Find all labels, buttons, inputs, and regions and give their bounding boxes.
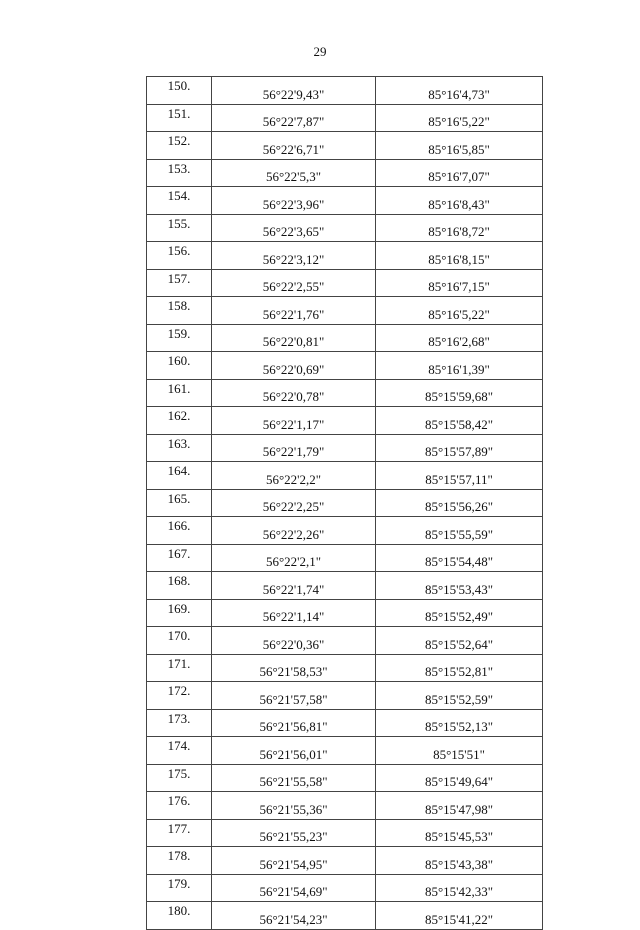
longitude-cell: 85°16'8,15" [376,242,543,270]
longitude-cell: 85°15'52,49" [376,599,543,627]
table-row [147,874,543,902]
point-number-cell: 173. [147,709,212,737]
table-row [147,434,543,462]
latitude-cell: 56°21'55,36" [212,792,376,820]
point-number-cell: 158. [147,297,212,325]
point-number-cell: 154. [147,187,212,215]
longitude-cell: 85°15'54,48" [376,544,543,572]
latitude-cell: 56°22'1,79" [212,434,376,462]
table-row [147,819,543,847]
point-number-cell: 176. [147,792,212,820]
point-number-cell: 168. [147,572,212,600]
table-row [147,544,543,572]
point-number-cell: 159. [147,324,212,352]
point-number-cell: 180. [147,902,212,930]
point-number-cell: 165. [147,489,212,517]
point-number-cell: 156. [147,242,212,270]
table-row [147,462,543,490]
latitude-cell: 56°22'1,74" [212,572,376,600]
latitude-cell: 56°22'2,2" [212,462,376,490]
latitude-cell: 56°22'1,76" [212,297,376,325]
point-number-cell: 164. [147,462,212,490]
table-row [147,159,543,187]
point-number-cell: 160. [147,352,212,380]
point-number-cell: 170. [147,627,212,655]
table-row [147,77,543,105]
longitude-cell: 85°15'52,13" [376,709,543,737]
point-number-cell: 161. [147,379,212,407]
latitude-cell: 56°22'3,12" [212,242,376,270]
latitude-cell: 56°21'54,95" [212,847,376,875]
longitude-cell: 85°15'59,68" [376,379,543,407]
latitude-cell: 56°22'3,96" [212,187,376,215]
latitude-cell: 56°22'6,71" [212,132,376,160]
longitude-cell: 85°16'8,72" [376,214,543,242]
table-row [147,297,543,325]
point-number-cell: 162. [147,407,212,435]
latitude-cell: 56°22'0,69" [212,352,376,380]
latitude-cell: 56°21'56,81" [212,709,376,737]
point-number-cell: 172. [147,682,212,710]
table-row [147,737,543,765]
table-row [147,902,543,930]
table-row [147,489,543,517]
longitude-cell: 85°16'7,07" [376,159,543,187]
latitude-cell: 56°22'9,43" [212,77,376,105]
table-row [147,682,543,710]
table-row [147,764,543,792]
longitude-cell: 85°16'5,85" [376,132,543,160]
point-number-cell: 155. [147,214,212,242]
coordinates-table [146,76,543,930]
point-number-cell: 166. [147,517,212,545]
longitude-cell: 85°15'42,33" [376,874,543,902]
point-number-cell: 151. [147,104,212,132]
table-row [147,599,543,627]
point-number-cell: 175. [147,764,212,792]
table-row [147,654,543,682]
latitude-cell: 56°22'3,65" [212,214,376,242]
latitude-cell: 56°22'2,1" [212,544,376,572]
table-row [147,517,543,545]
longitude-cell: 85°15'52,81" [376,654,543,682]
longitude-cell: 85°15'56,26" [376,489,543,517]
longitude-cell: 85°15'41,22" [376,902,543,930]
point-number-cell: 178. [147,847,212,875]
longitude-cell: 85°15'57,11" [376,462,543,490]
longitude-cell: 85°15'45,53" [376,819,543,847]
latitude-cell: 56°22'0,78" [212,379,376,407]
point-number-cell: 167. [147,544,212,572]
point-number-cell: 169. [147,599,212,627]
longitude-cell: 85°16'5,22" [376,104,543,132]
table-row [147,379,543,407]
latitude-cell: 56°21'54,69" [212,874,376,902]
table-row [147,187,543,215]
longitude-cell: 85°15'52,64" [376,627,543,655]
longitude-cell: 85°16'8,43" [376,187,543,215]
point-number-cell: 179. [147,874,212,902]
latitude-cell: 56°22'1,17" [212,407,376,435]
point-number-cell: 177. [147,819,212,847]
point-number-cell: 152. [147,132,212,160]
latitude-cell: 56°21'57,58" [212,682,376,710]
table-row [147,352,543,380]
point-number-cell: 153. [147,159,212,187]
latitude-cell: 56°21'55,23" [212,819,376,847]
coordinates-table-body [147,77,543,930]
latitude-cell: 56°22'7,87" [212,104,376,132]
longitude-cell: 85°16'2,68" [376,324,543,352]
longitude-cell: 85°15'57,89" [376,434,543,462]
latitude-cell: 56°21'54,23" [212,902,376,930]
table-row [147,242,543,270]
table-row [147,627,543,655]
latitude-cell: 56°22'1,14" [212,599,376,627]
table-row [147,214,543,242]
longitude-cell: 85°15'43,38" [376,847,543,875]
latitude-cell: 56°22'0,81" [212,324,376,352]
latitude-cell: 56°21'55,58" [212,764,376,792]
page-number: 29 [313,44,327,59]
point-number-cell: 163. [147,434,212,462]
point-number-cell: 171. [147,654,212,682]
table-row [147,324,543,352]
longitude-cell: 85°15'58,42" [376,407,543,435]
point-number-cell: 157. [147,269,212,297]
point-number-cell: 150. [147,77,212,105]
latitude-cell: 56°22'5,3" [212,159,376,187]
longitude-cell: 85°16'1,39" [376,352,543,380]
table-row [147,572,543,600]
table-row [147,132,543,160]
table-row [147,407,543,435]
point-number-cell: 174. [147,737,212,765]
latitude-cell: 56°22'2,55" [212,269,376,297]
latitude-cell: 56°22'0,36" [212,627,376,655]
longitude-cell: 85°16'7,15" [376,269,543,297]
latitude-cell: 56°21'56,01" [212,737,376,765]
table-row [147,709,543,737]
latitude-cell: 56°21'58,53" [212,654,376,682]
longitude-cell: 85°15'53,43" [376,572,543,600]
longitude-cell: 85°15'47,98" [376,792,543,820]
latitude-cell: 56°22'2,26" [212,517,376,545]
table-row [147,269,543,297]
longitude-cell: 85°15'52,59" [376,682,543,710]
table-row [147,847,543,875]
longitude-cell: 85°15'55,59" [376,517,543,545]
longitude-cell: 85°15'49,64" [376,764,543,792]
latitude-cell: 56°22'2,25" [212,489,376,517]
longitude-cell: 85°16'4,73" [376,77,543,105]
table-row [147,792,543,820]
longitude-cell: 85°15'51" [376,737,543,765]
table-row [147,104,543,132]
longitude-cell: 85°16'5,22" [376,297,543,325]
